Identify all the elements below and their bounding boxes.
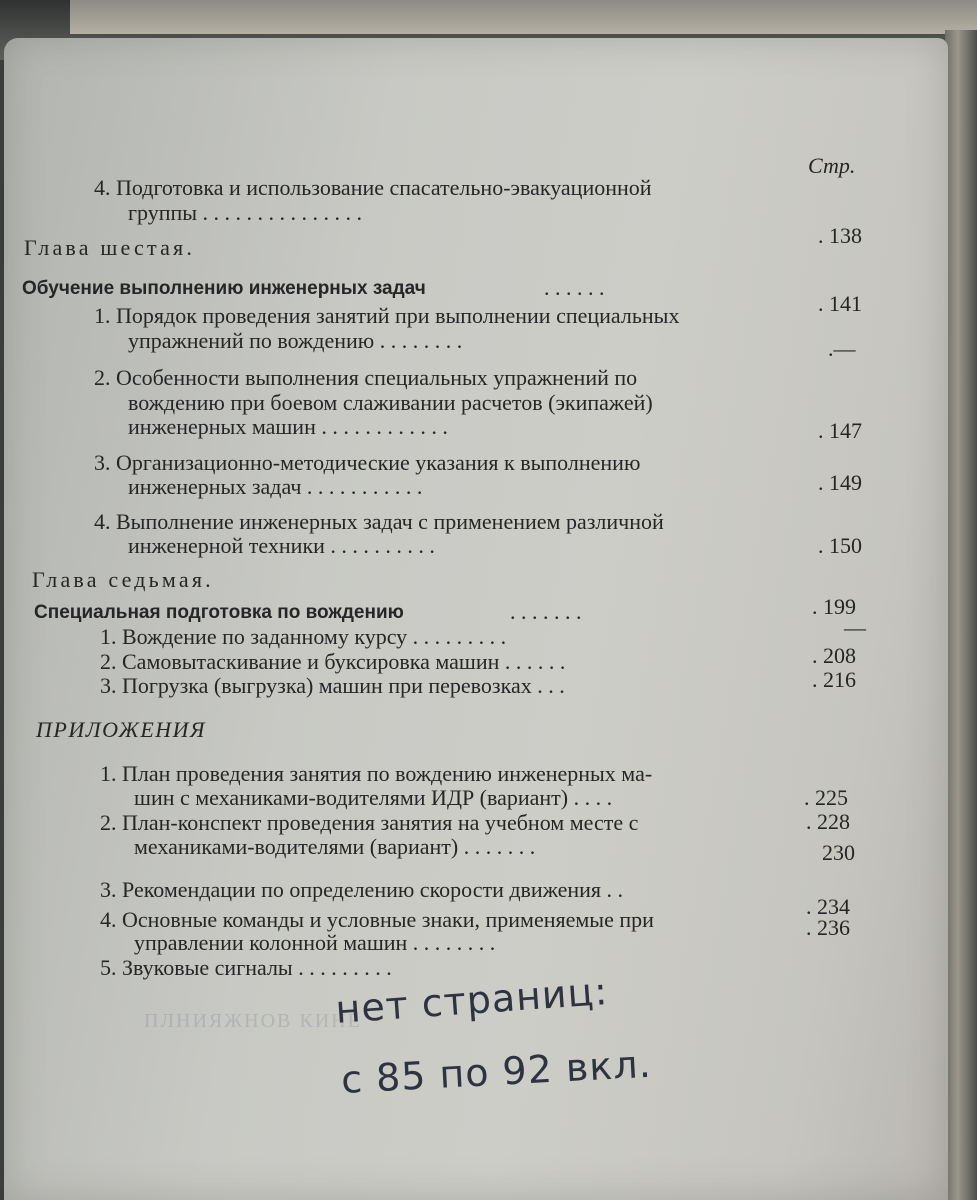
appendix-2-line2: механиками-водителями (вариант) . . . . . . . xyxy=(134,834,536,859)
show-through-text: ПЛНИЯЖНОВ КИНЕ xyxy=(144,1010,362,1032)
appendix-4-line2: управлении колонной машин . . . . . . . . xyxy=(134,930,496,955)
section-6-2-line2: вождению при боевом слаживании расчетов (экипажей) xyxy=(128,390,653,415)
appendix-4-line1: 4. Основные команды и условные знаки, применяемые при xyxy=(100,907,654,932)
appendices-title: ПРИЛОЖЕНИЯ xyxy=(36,717,206,742)
appendix-4-page-1: . 234 xyxy=(806,894,850,919)
section-7-2-page: . 208 xyxy=(812,643,856,668)
appendix-3-page: 230 xyxy=(822,840,855,865)
chapter-7-title: Специальная подготовка по вождению xyxy=(34,602,404,623)
appendix-2-page: . 228 xyxy=(806,809,850,834)
toc-item-4-line1: 4. Подготовка и использование спасательно-эвакуационной xyxy=(94,175,652,200)
section-6-1-line1: 1. Порядок проведения занятий при выполнении специальных xyxy=(94,303,680,328)
handwritten-note-line2: с 85 по 92 вкл. xyxy=(340,1041,653,1102)
book-right-edge xyxy=(945,30,977,1200)
section-7-2: 2. Самовытаскивание и буксировка машин . . . . . . xyxy=(100,649,566,674)
appendix-2-line1: 2. План-конспект проведения занятия на учебном месте с xyxy=(100,810,639,835)
chapter-7-leader: . . . . . . . xyxy=(510,599,582,624)
chapter-7-label: Глава седьмая. xyxy=(32,567,214,592)
section-6-3-page: . 149 xyxy=(818,470,862,495)
appendix-1-line1: 1. План проведения занятия по вождению инженерных ма- xyxy=(100,761,653,786)
chapter-6-page: . 141 xyxy=(818,291,862,316)
section-7-1-page: — xyxy=(844,615,866,640)
section-7-3: 3. Погрузка (выгрузка) машин при перевозках . . . xyxy=(100,673,565,698)
section-6-2-line1: 2. Особенности выполнения специальных упражнений по xyxy=(94,365,638,390)
appendix-4-page-2: . 236 xyxy=(806,915,850,940)
section-6-4-line2: инженерной техники . . . . . . . . . . xyxy=(128,533,435,558)
book-cover-edge xyxy=(70,0,977,34)
toc-item-4-line2: группы . . . . . . . . . . . . . . . xyxy=(128,200,363,225)
chapter-7-page: . 199 xyxy=(812,594,856,619)
section-7-3-page: . 216 xyxy=(812,667,856,692)
book-page xyxy=(4,38,948,1200)
section-6-1-page: .— xyxy=(828,336,856,361)
chapter-6-label: Глава шестая. xyxy=(24,235,196,260)
toc-item-4-page: . 138 xyxy=(818,223,862,248)
section-6-2-line3: инженерных машин . . . . . . . . . . . . xyxy=(128,414,448,439)
section-6-2-page: . 147 xyxy=(818,418,862,443)
appendix-1-line2: шин с механиками-водителями ИДР (вариант) . . . . xyxy=(134,785,613,810)
page-column-label: Стр. xyxy=(808,153,856,178)
handwritten-note-line1: нет страниц: xyxy=(334,968,610,1032)
chapter-6-leader: . . . . . . xyxy=(544,275,605,300)
chapter-6-title: Обучение выполнению инженерных задач xyxy=(22,278,426,299)
section-7-1: 1. Вождение по заданному курсу . . . . . . . . . xyxy=(100,624,507,649)
section-6-4-line1: 4. Выполнение инженерных задач с применением различной xyxy=(94,509,664,534)
appendix-5: 5. Звуковые сигналы . . . . . . . . . xyxy=(100,955,392,980)
section-6-4-page: . 150 xyxy=(818,533,862,558)
section-6-1-line2: упражнений по вождению . . . . . . . . xyxy=(128,328,463,353)
section-6-3-line2: инженерных задач . . . . . . . . . . . xyxy=(128,474,423,499)
appendix-1-page: . 225 xyxy=(804,785,848,810)
appendix-3: 3. Рекомендации по определению скорости движения . . xyxy=(100,877,624,902)
section-6-3-line1: 3. Организационно-методические указания к выполнению xyxy=(94,450,641,475)
